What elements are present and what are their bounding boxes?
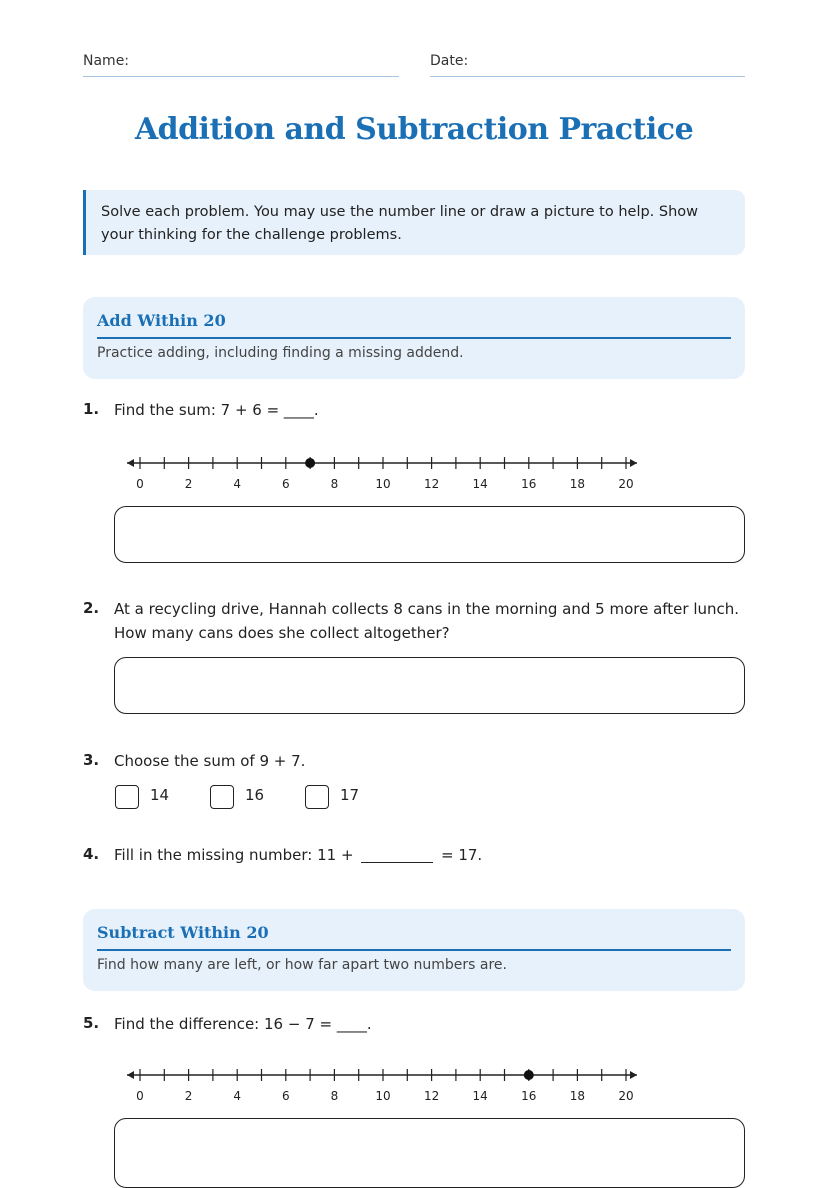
choice-checkbox[interactable]: [210, 785, 234, 809]
question-number: 5.: [83, 1014, 100, 1032]
instructions-box: [83, 190, 745, 255]
number-line-tick-label: 0: [136, 477, 144, 491]
number-line-tick-label: 12: [423, 1089, 440, 1103]
question-text: Find the sum: 7 + 6 = ____.: [114, 401, 319, 419]
instructions-text: Solve each problem. You may use the number line or draw a picture to help. Show your thinking for the challenge problems.: [101, 204, 699, 243]
choice-label: 14: [150, 786, 170, 804]
answer-box[interactable]: [114, 657, 745, 714]
section-title: Subtract Within 20: [97, 923, 731, 951]
date-field[interactable]: [430, 76, 745, 77]
number-line-tick-label: 2: [184, 477, 193, 491]
section-description: Find how many are left, or how far apart two numbers are.: [97, 957, 507, 973]
question-number: 1.: [83, 400, 100, 418]
arrow-left-icon: [127, 1071, 134, 1079]
number-line-tick-label: 6: [281, 1089, 290, 1103]
number-line-tick-label: 0: [136, 1089, 144, 1103]
number-line-tick-label: 4: [233, 477, 242, 491]
arrow-right-icon: [630, 1071, 637, 1079]
number-line-tick-label: 4: [233, 1089, 242, 1103]
section-subtract-within-20: [83, 909, 745, 991]
question-text: Fill in the missing number: 11 +: [114, 846, 354, 864]
page-title: Addition and Subtraction Practice: [134, 112, 694, 147]
number-line-tick-label: 16: [521, 1089, 537, 1103]
name-field[interactable]: [83, 76, 399, 77]
number-line: [124, 1064, 644, 1108]
arrow-right-icon: [630, 459, 637, 467]
number-line-tick-label: 18: [569, 1089, 586, 1103]
date-label: Date:: [430, 53, 469, 69]
answer-box[interactable]: [114, 1118, 745, 1188]
question-number: 4.: [83, 845, 100, 863]
number-line-tick-label: 16: [521, 477, 537, 491]
answer-box[interactable]: [114, 506, 745, 563]
number-line-tick-label: 20: [618, 477, 634, 491]
number-line-tick-label: 12: [423, 477, 440, 491]
number-line-tick-label: 10: [375, 1089, 391, 1103]
section-add-within-20: [83, 297, 745, 379]
name-label: Name:: [83, 53, 130, 69]
question-text: Choose the sum of 9 + 7.: [114, 752, 306, 770]
choice-label: 17: [340, 786, 360, 804]
number-line-tick-label: 20: [618, 1089, 634, 1103]
number-line: [124, 452, 644, 496]
number-line-tick-label: 2: [184, 1089, 193, 1103]
section-title: Add Within 20: [97, 311, 731, 339]
number-line-tick-label: 14: [472, 1089, 488, 1103]
number-line-point: [305, 458, 315, 468]
section-description: Practice adding, including finding a missing addend.: [97, 345, 464, 361]
number-line-point: [524, 1070, 534, 1080]
number-line-tick-label: 14: [472, 477, 488, 491]
question-text-end: = 17.: [441, 846, 483, 864]
arrow-left-icon: [127, 459, 134, 467]
number-line-tick-label: 10: [375, 477, 391, 491]
number-line-tick-label: 8: [330, 477, 339, 491]
number-line-tick-label: 18: [569, 477, 586, 491]
choice-checkbox[interactable]: [305, 785, 329, 809]
question-text: At a recycling drive, Hannah collects 8 cans in the morning and 5 more after lunch. How many cans does she collect altogether?: [114, 600, 740, 642]
choice-checkbox[interactable]: [115, 785, 139, 809]
number-line-tick-label: 6: [281, 477, 290, 491]
question-number: 2.: [83, 599, 100, 617]
missing-number-blank[interactable]: [361, 862, 433, 863]
number-line-tick-label: 8: [330, 1089, 339, 1103]
choice-label: 16: [245, 786, 265, 804]
question-number: 3.: [83, 751, 100, 769]
question-text: Find the difference: 16 − 7 = ____.: [114, 1015, 372, 1033]
